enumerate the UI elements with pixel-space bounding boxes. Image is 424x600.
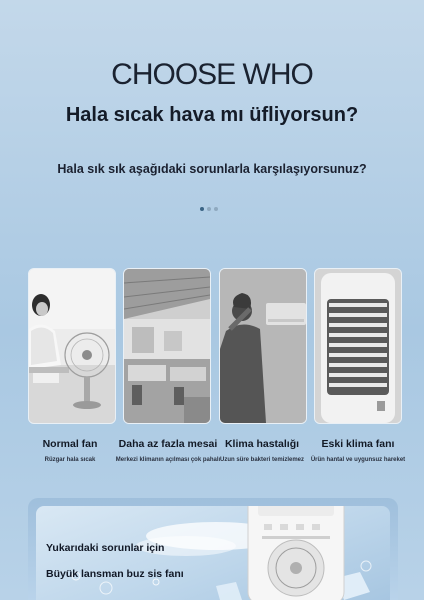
problem-title: Daha az fazla mesai xyxy=(118,438,218,450)
problem-card-old-ac-fan xyxy=(314,268,402,424)
carousel-dot-3[interactable] xyxy=(214,207,218,211)
problem-title: Normal fan xyxy=(42,438,98,450)
problem-card-overtime xyxy=(123,268,211,424)
office-interior-image xyxy=(124,269,210,423)
problem-title: Eski klima fanı xyxy=(321,438,395,450)
subtitle: Hala sıcak hava mı üfliyorsun? xyxy=(65,104,359,126)
problem-title: Klima hastalığı xyxy=(224,438,300,450)
question-text: Hala sık sık aşağıdaki sorunlarla karşılaşıyorsunuz? xyxy=(57,162,367,176)
problem-description: Uzun süre bakteri temizlemez xyxy=(219,457,305,463)
problem-card-normal-fan xyxy=(28,268,116,424)
problem-cards xyxy=(28,268,400,424)
problem-labels xyxy=(0,438,424,468)
problem-description: Rüzgar hala sıcak xyxy=(44,457,96,463)
man-air-conditioner-image xyxy=(220,269,306,423)
carousel-indicator[interactable] xyxy=(200,207,218,211)
problem-label-3 xyxy=(207,438,317,463)
problem-label-4 xyxy=(303,438,413,463)
carousel-dot-2[interactable] xyxy=(207,207,211,211)
problem-description: Ürün hantal ve uygunsuz hareket xyxy=(310,457,406,463)
office-woman-fan-image xyxy=(29,269,115,423)
problem-label-1 xyxy=(15,438,125,463)
headline: CHOOSE WHO xyxy=(111,58,313,91)
problem-description: Merkezi klimanın açılması çok pahalı xyxy=(115,457,221,463)
promo-line-2: Büyük lansman buz sis fanı xyxy=(46,568,184,580)
carousel-dot-1[interactable] xyxy=(200,207,204,211)
tower-cooler-image xyxy=(315,269,401,423)
problem-card-ac-sickness xyxy=(219,268,307,424)
promo-line-1: Yukarıdaki sorunlar için xyxy=(46,542,165,554)
